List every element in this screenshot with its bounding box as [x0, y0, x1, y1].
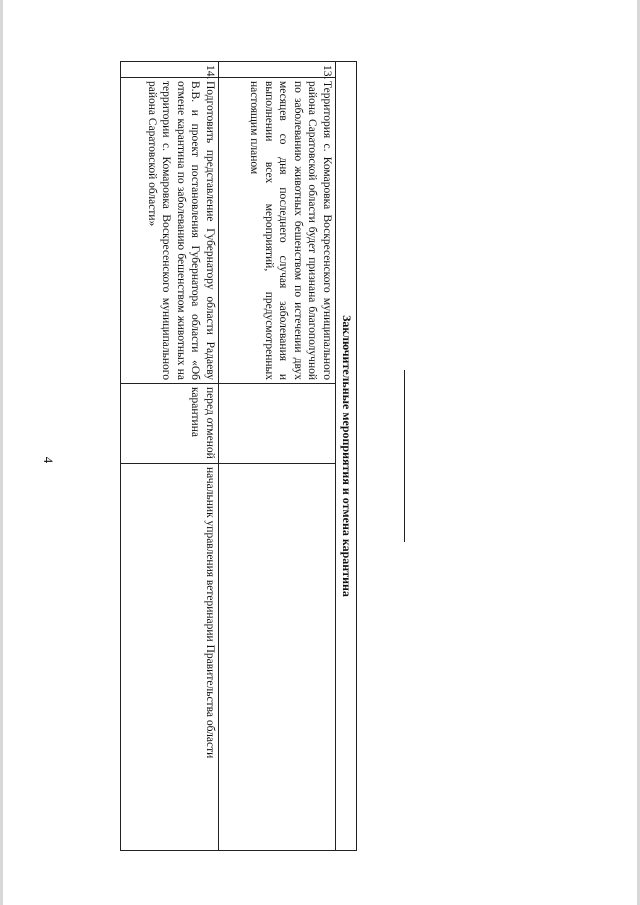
- row-deadline: [219, 384, 336, 464]
- row-number: 14.: [121, 62, 219, 78]
- row-description: Подготовить представление Губернатору области Радаеву В.В. и проект постановления Губернатора области «Об отмене карантина по заболеванию бешенством животных на территории с. Комаровка Воскресенского муниципального района Саратовской области»: [121, 78, 219, 384]
- signature-line: [404, 370, 405, 542]
- row-responsible: [219, 464, 336, 851]
- measures-table: [120, 61, 357, 851]
- row-responsible: начальник управления ветеринарии Правительства области: [121, 464, 219, 851]
- table-row: [219, 62, 336, 851]
- page-number: 4: [41, 456, 56, 464]
- rotated-table-container: [120, 61, 357, 851]
- section-header-row: [336, 62, 357, 851]
- section-title: Заключительные мероприятия и отмена карантина: [336, 62, 357, 851]
- row-number: 13.: [219, 62, 336, 78]
- row-description: Территория с. Комаровка Воскресенского муниципального района Саратовской области будет признана благополучной по заболеванию животных бешенством по истечении двух месяцев со дня последнего случая заболевания и выполнении всех мероприятий, предусмотренных настоящим планом: [219, 78, 336, 384]
- table-row: [121, 62, 219, 851]
- scan-edge-left: [0, 0, 3, 905]
- row-deadline: перед отменой карантина: [121, 384, 219, 464]
